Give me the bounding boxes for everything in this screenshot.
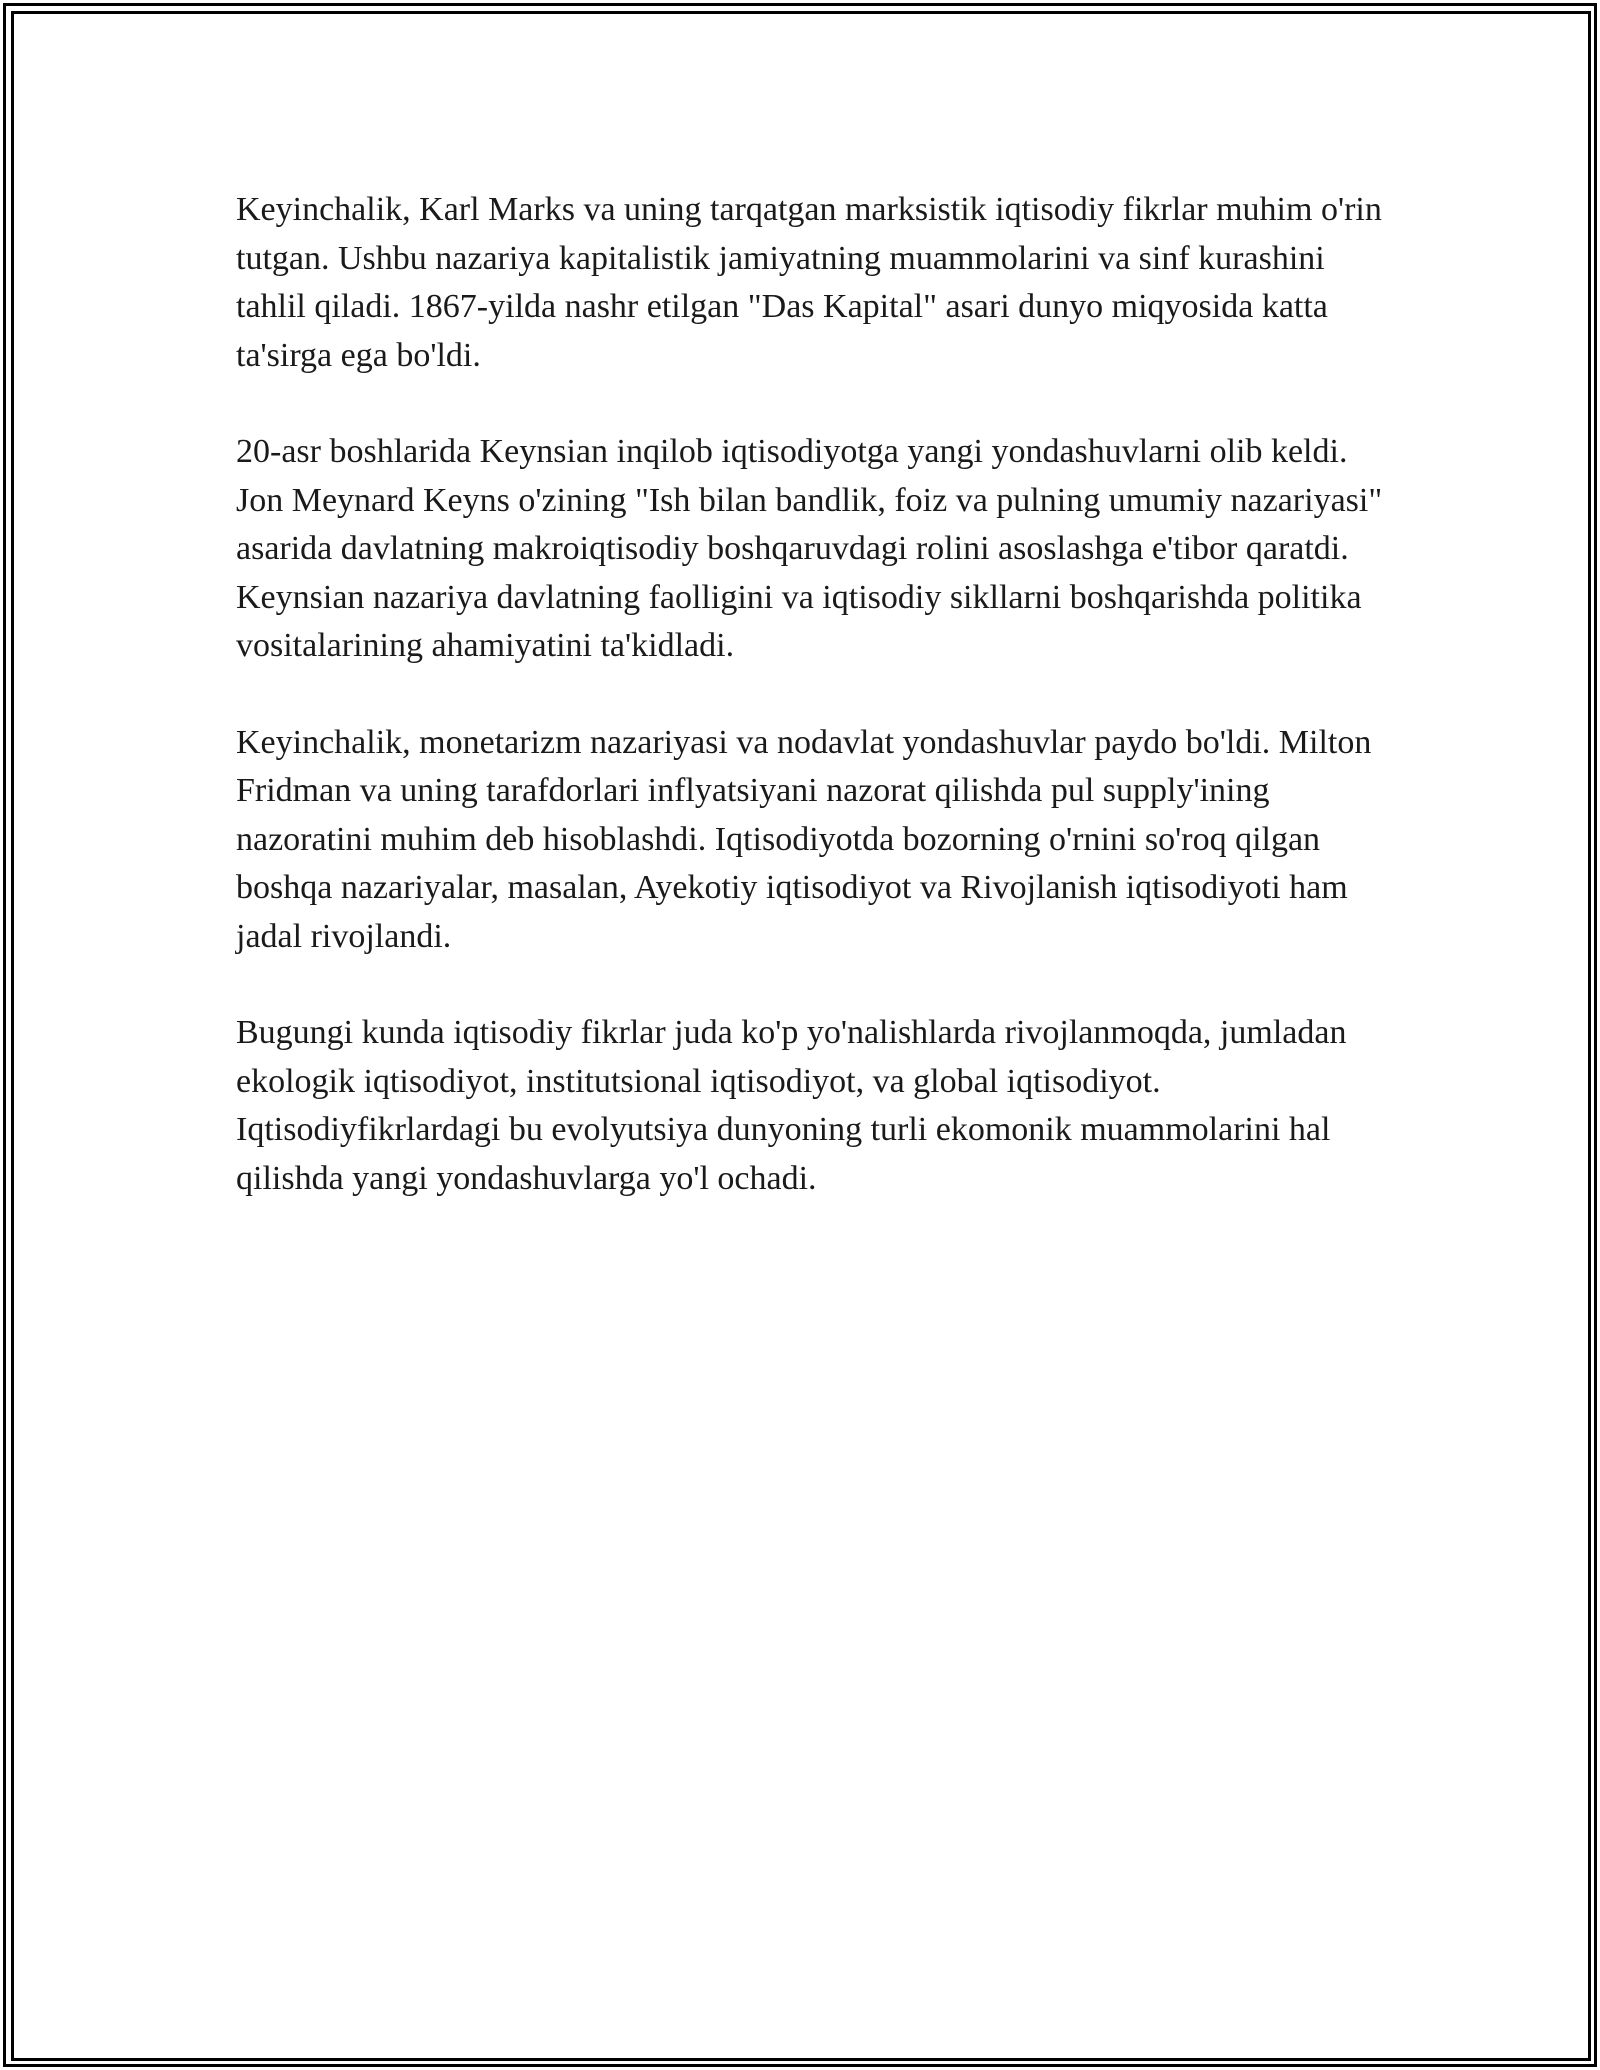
paragraph-2: 20-asr boshlarida Keynsian inqilob iqtisodiyotga yangi yondashuvlarni olib keldi. Jon Meynard Keyns o'zining "Ish bilan bandlik, foiz va pulning umumiy nazariyasi" asarida davlatning makroiqtisodiy boshqaruvdagi rolini asoslashga e'tibor qaratdi. Keynsian nazariya davlatning faolligini va iqtisodiy sikllarni boshqarishda politika vositalarining ahamiyatini ta'kidladi. xyxy=(236,433,1383,664)
paragraph-1: Keyinchalik, Karl Marks va uning tarqatgan marksistik iqtisodiy fikrlar muhim o'rin tutgan. Ushbu nazariya kapitalistik jamiyatning muammolarini va sinf kurashini tahlil qiladi. 1867-yilda nashr etilgan "Das Kapital" asari dunyo miqyosida katta ta'sirga ega bo'ldi. xyxy=(236,191,1382,374)
paragraph-4: Bugungi kunda iqtisodiy fikrlar juda ko'p yo'nalishlarda rivojlanmoqda, jumladan ekologik iqtisodiyot, institutsional iqtisodiyot, va global iqtisodiyot. Iqtisodiyfikrlardagi bu evolyutsiya dunyoning turli ekomonik muammolarini hal qilishda yangi yondashuvlarga yo'l ochadi. xyxy=(236,1014,1347,1197)
document-body xyxy=(236,186,1396,1251)
paragraph-3: Keyinchalik, monetarizm nazariyasi va nodavlat yondashuvlar paydo bo'ldi. Milton Fridman va uning tarafdorlari inflyatsiyani nazorat qilishda pul supply'ining nazoratini muhim deb hisoblashdi. Iqtisodiyotda bozorning o'rnini so'roq qilgan boshqa nazariyalar, masalan, Ayekotiy iqtisodiyot va Rivojlanish iqtisodiyoti ham jadal rivojlandi. xyxy=(236,723,1372,955)
